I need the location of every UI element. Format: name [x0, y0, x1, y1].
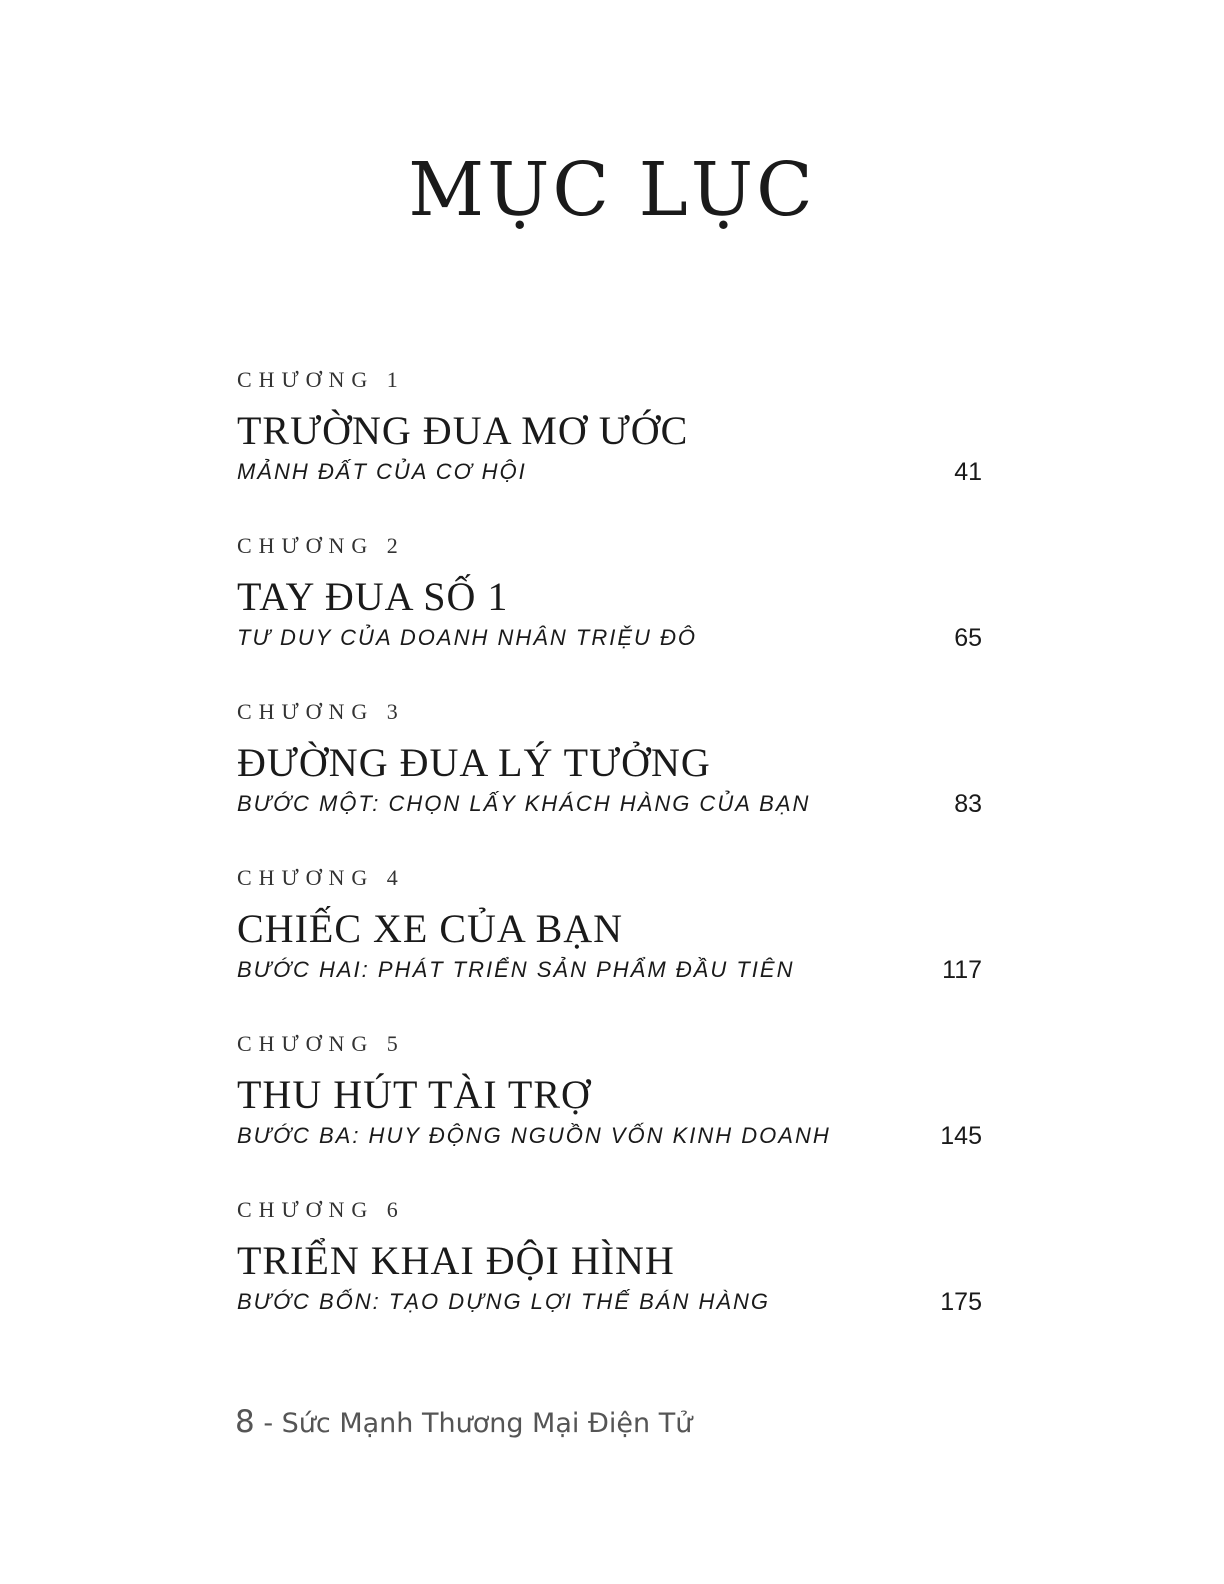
chapter-title: CHIẾC XE CỦA BẠN	[237, 906, 624, 951]
chapter-title: TAY ĐUA SỐ 1	[237, 574, 509, 619]
chapter-label: CHƯƠNG 6	[237, 1197, 405, 1222]
chapter-subtitle: BƯỚC HAI: PHÁT TRIỂN SẢN PHẨM ĐẦU TIÊN	[237, 957, 795, 982]
chapter-title: ĐƯỜNG ĐUA LÝ TƯỞNG	[237, 740, 711, 785]
toc-entry	[237, 864, 982, 1030]
chapter-subtitle: BƯỚC BỐN: TẠO DỰNG LỢI THẾ BÁN HÀNG	[237, 1289, 771, 1314]
chapter-subtitle-row	[237, 788, 982, 820]
chapter-subtitle: BƯỚC MỘT: CHỌN LẤY KHÁCH HÀNG CỦA BẠN	[237, 791, 811, 816]
table-of-contents	[237, 366, 982, 1362]
chapter-label: CHƯƠNG 1	[237, 367, 405, 392]
toc-entry	[237, 1030, 982, 1196]
chapter-subtitle-row	[237, 954, 982, 986]
chapter-subtitle: TƯ DUY CỦA DOANH NHÂN TRIỆU ĐÔ	[237, 625, 698, 650]
page-footer	[235, 1404, 692, 1440]
chapter-label: CHƯƠNG 4	[237, 865, 405, 890]
toc-entry	[237, 532, 982, 698]
footer-separator: -	[254, 1408, 282, 1439]
page-title: MỤC LỤC	[408, 147, 816, 233]
chapter-page-number: 117	[942, 956, 982, 984]
chapter-title: TRIỂN KHAI ĐỘI HÌNH	[237, 1238, 675, 1283]
chapter-page-number: 41	[954, 458, 982, 486]
footer-book-title: Sức Mạnh Thương Mại Điện Tử	[281, 1408, 693, 1439]
toc-entry	[237, 366, 982, 532]
chapter-title: TRƯỜNG ĐUA MƠ ƯỚC	[237, 408, 689, 453]
chapter-page-number: 83	[954, 790, 982, 818]
chapter-subtitle-row	[237, 1120, 982, 1152]
chapter-label: CHƯƠNG 3	[237, 699, 405, 724]
toc-entry	[237, 698, 982, 864]
chapter-subtitle-row	[237, 456, 982, 488]
toc-entry	[237, 1196, 982, 1362]
footer-page-number: 8	[235, 1404, 255, 1440]
chapter-page-number: 175	[940, 1288, 982, 1316]
chapter-title: THU HÚT TÀI TRỢ	[237, 1072, 591, 1117]
chapter-page-number: 145	[940, 1122, 982, 1150]
chapter-label: CHƯƠNG 5	[237, 1031, 405, 1056]
chapter-subtitle: BƯỚC BA: HUY ĐỘNG NGUỒN VỐN KINH DOANH	[237, 1123, 831, 1148]
chapter-subtitle: MẢNH ĐẤT CỦA CƠ HỘI	[237, 459, 527, 484]
chapter-page-number: 65	[954, 624, 982, 652]
chapter-label: CHƯƠNG 2	[237, 533, 405, 558]
chapter-subtitle-row	[237, 1286, 982, 1318]
chapter-subtitle-row	[237, 622, 982, 654]
